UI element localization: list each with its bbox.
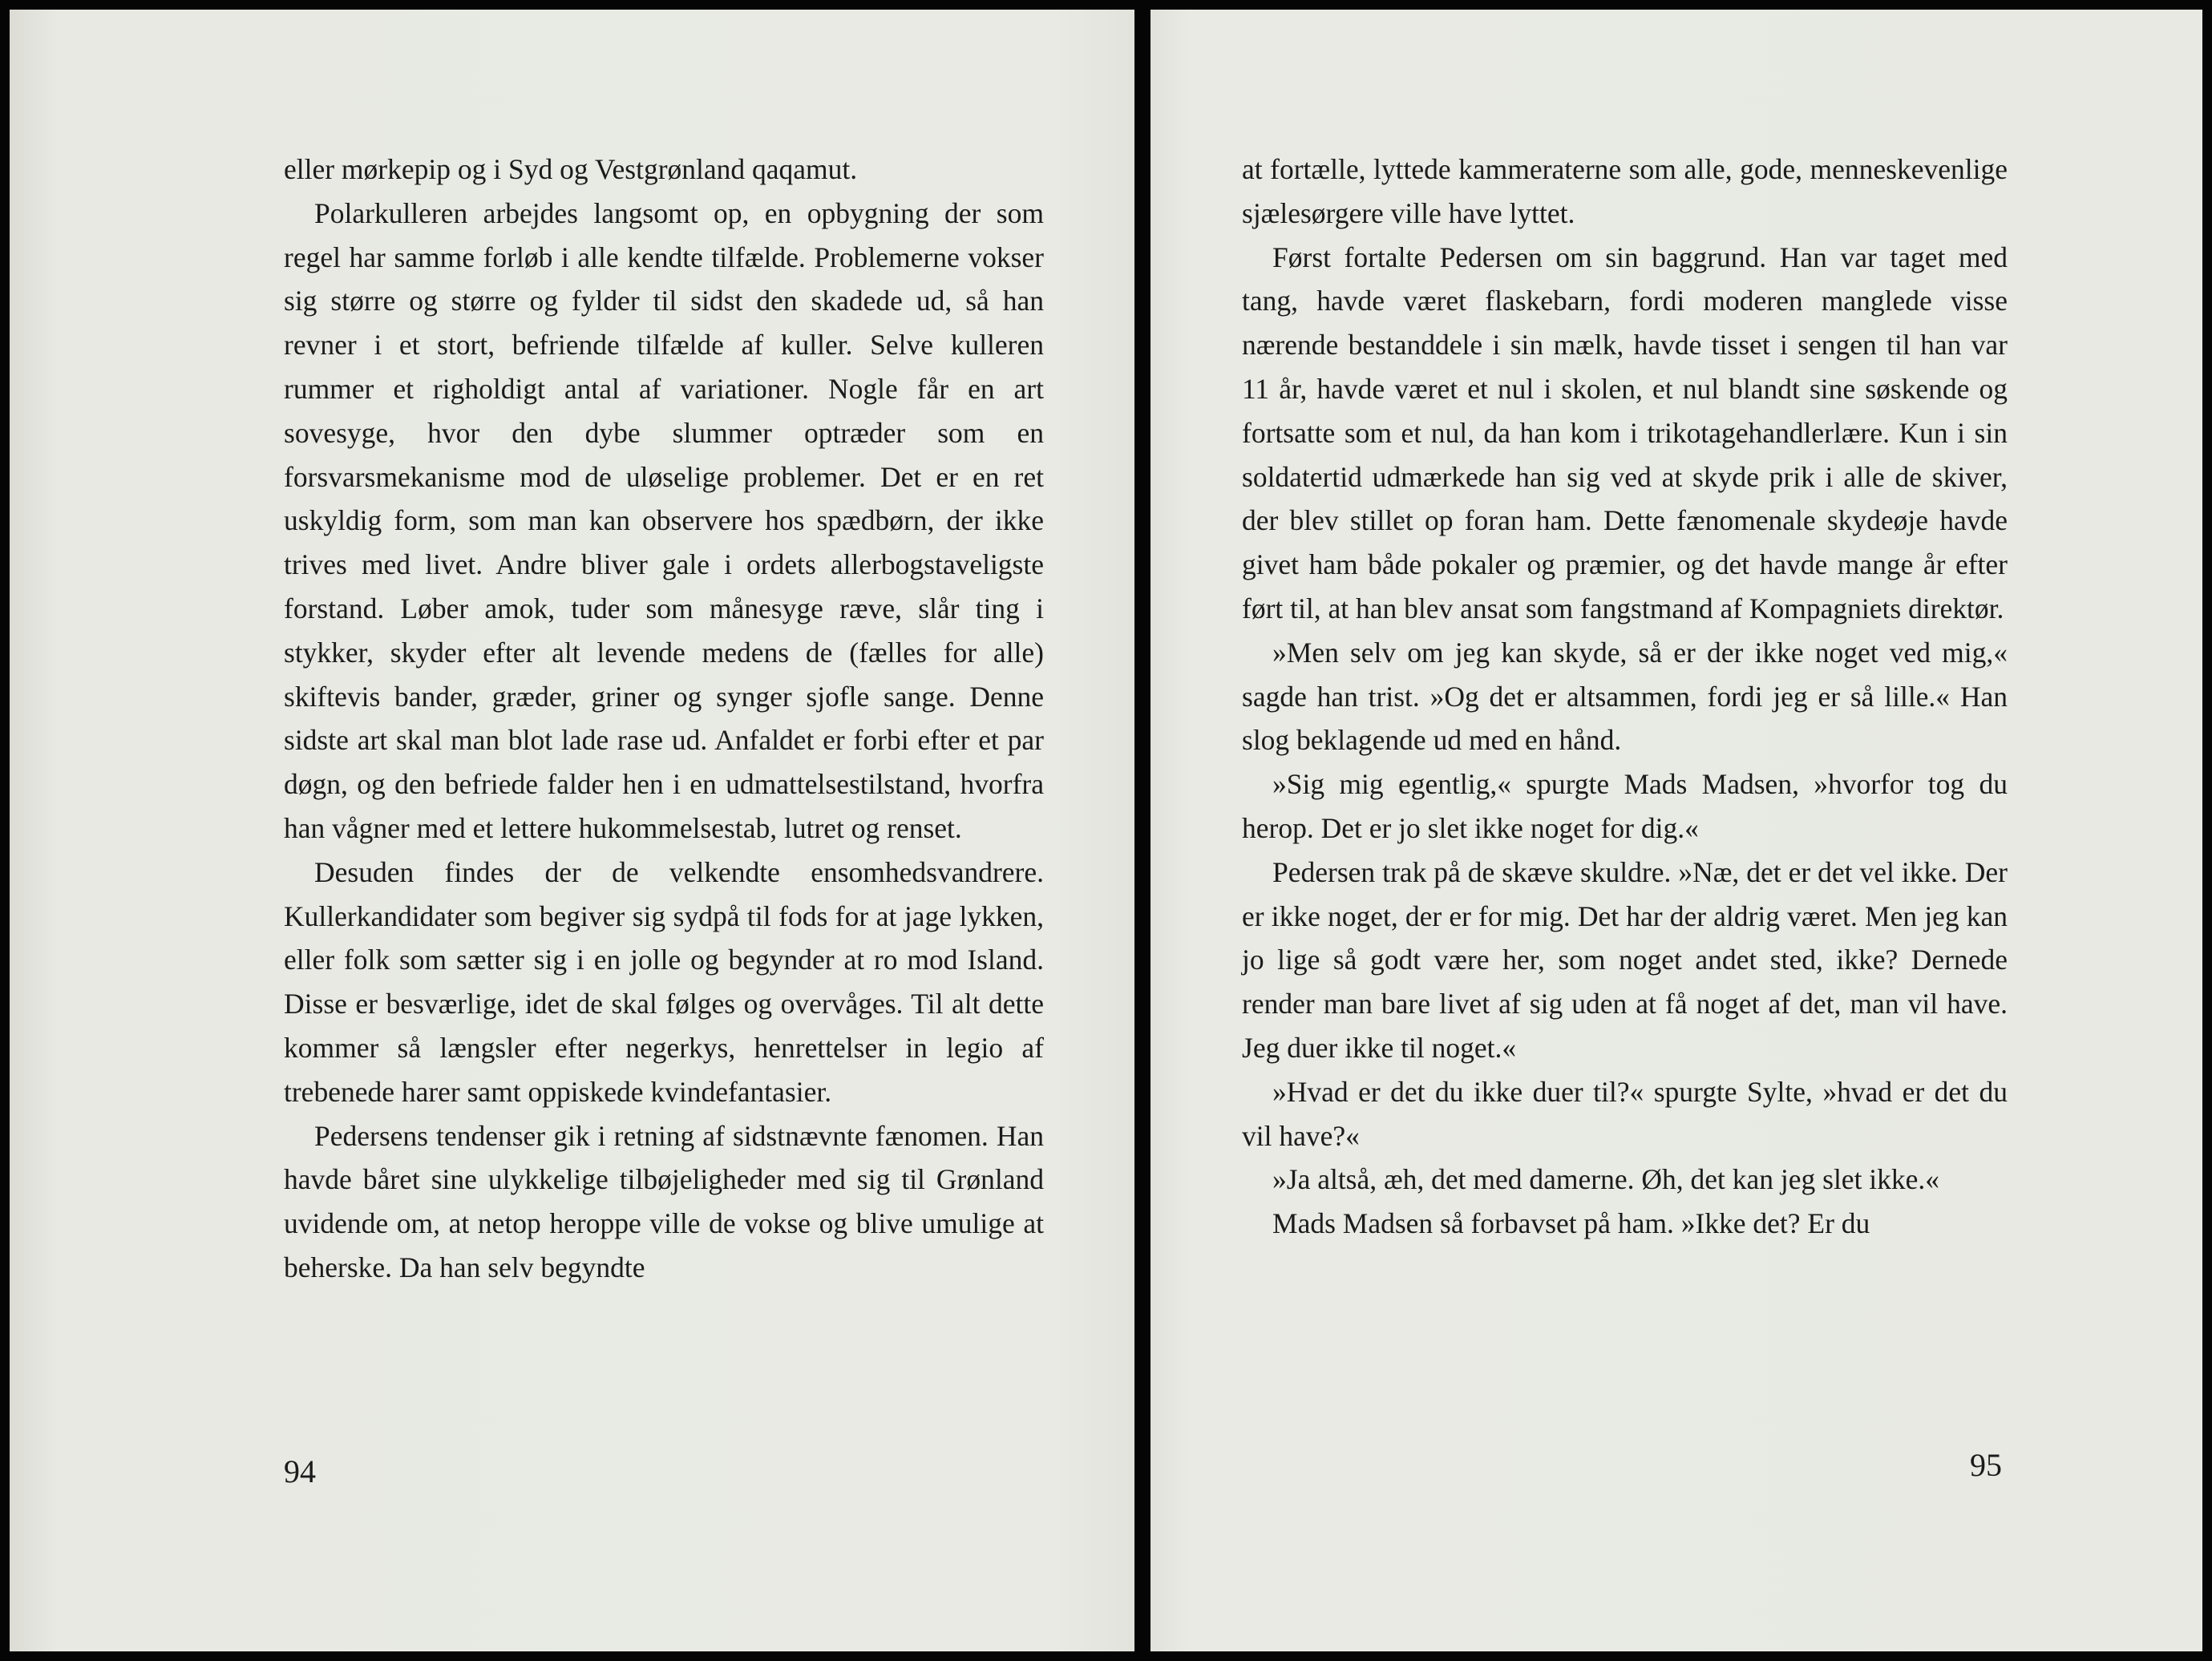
right-page [1150,10,2202,1651]
page-number: 95 [1970,1447,2002,1483]
left-page [10,10,1134,1651]
paragraph: »Men selv om jeg kan skyde, så er der ikke noget ved mig,« sagde han trist. »Og det er altsammen, fordi jeg er så lille.« Han slog beklagende ud med en hånd. [1242,636,2008,757]
paragraph: Desuden findes der de velkendte ensomhedsvandrere. Kullerkandidater som begiver sig sydpå til fods for at jage lykken, eller folk som sætter sig i en jolle og begynder at ro mod Island. Disse er besværlige, idet de skal følges og overvåges. Til alt dette kommer så længsler efter negerkys, henrettelser in legio af trebenede harer samt oppiskede kvindefantasier. [284,855,1044,1108]
paragraph: Polarkulleren arbejdes langsomt op, en opbygning der som regel har samme forløb i alle kendte tilfælde. Problemerne vokser sig større og større og fylder til sidst den skadede ud, så han revner i et stort, befriende tilfælde af kuller. Selve kulleren rummer et righoldigt antal af variationer. Nogle får en art sovesyge, hvor den dybe slummer optræder som en forsvarsmekanisme mod de uløselige problemer. Det er en ret uskyldig form, som man kan observere hos spædbørn, der ikke trives med livet. Andre bliver gale i ordets allerbogstaveligste forstand. Løber amok, tuder som månesyge ræve, slår ting i stykker, skyder efter alt levende medens de (fælles for alle) skiftevis bander, græder, griner og synger sjofle sange. Denne sidste art skal man blot lade rase ud. Anfaldet er forbi efter et par døgn, og den befriede falder hen i en udmattelsestilstand, hvorfra han vågner med et lettere hukommelsestab, lutret og renset. [284,196,1044,844]
paragraph: Pedersen trak på de skæve skuldre. »Næ, det er det vel ikke. Der er ikke noget, der er for mig. Det har der aldrig været. Men jeg kan jo lige så godt være her, som noget andet sted, ikke? Dernede render man bare livet af sig uden at få noget af det, man vil have. Jeg duer ikke til noget.« [1242,855,2008,1064]
paragraph: »Hvad er det du ikke duer til?« spurgte Sylte, »hvad er det du vil have?« [1242,1075,2008,1152]
page-number: 94 [284,1453,316,1489]
left-page-body [284,148,1044,1290]
paragraph: »Sig mig egentlig,« spurgte Mads Madsen, »hvorfor tog du herop. Det er jo slet ikke noget for dig.« [1242,768,2008,844]
paragraph: »Ja altså, æh, det med damerne. Øh, det kan jeg slet ikke.« [1272,1163,1940,1196]
paragraph: Mads Madsen så forbavset på ham. »Ikke det? Er du [1272,1207,1870,1240]
right-page-body [1242,148,2008,1246]
paragraph: at fortælle, lyttede kammeraterne som alle, gode, menneskevenlige sjælesørgere ville have lyttet. [1242,153,2008,229]
paragraph: eller mørkepip og i Syd og Vestgrønland qaqamut. [284,153,858,185]
paragraph: Pedersens tendenser gik i retning af sidstnævnte fænomen. Han havde båret sine ulykkelige tilbøjeligheder med sig til Grønland uvidende om, at netop heroppe ville de vokse og blive umulige at beherske. Da han selv begyndte [284,1119,1044,1283]
paragraph: Først fortalte Pedersen om sin baggrund. Han var taget med tang, havde været flaskebarn, fordi moderen manglede visse nærende bestanddele i sin mælk, havde tisset i sengen til han var 11 år, havde været et nul i skolen, et nul blandt sine søskende og fortsatte som et nul, da han kom i trikotagehandlerlære. Kun i sin soldatertid udmærkede han sig ved at skyde prik i alle de skiver, der blev stillet op foran ham. Dette fænomenale skydeøje havde givet ham både pokaler og præmier, og det havde mange år efter ført til, at han blev ansat som fangstmand af Kompagniets direktør. [1242,240,2008,624]
